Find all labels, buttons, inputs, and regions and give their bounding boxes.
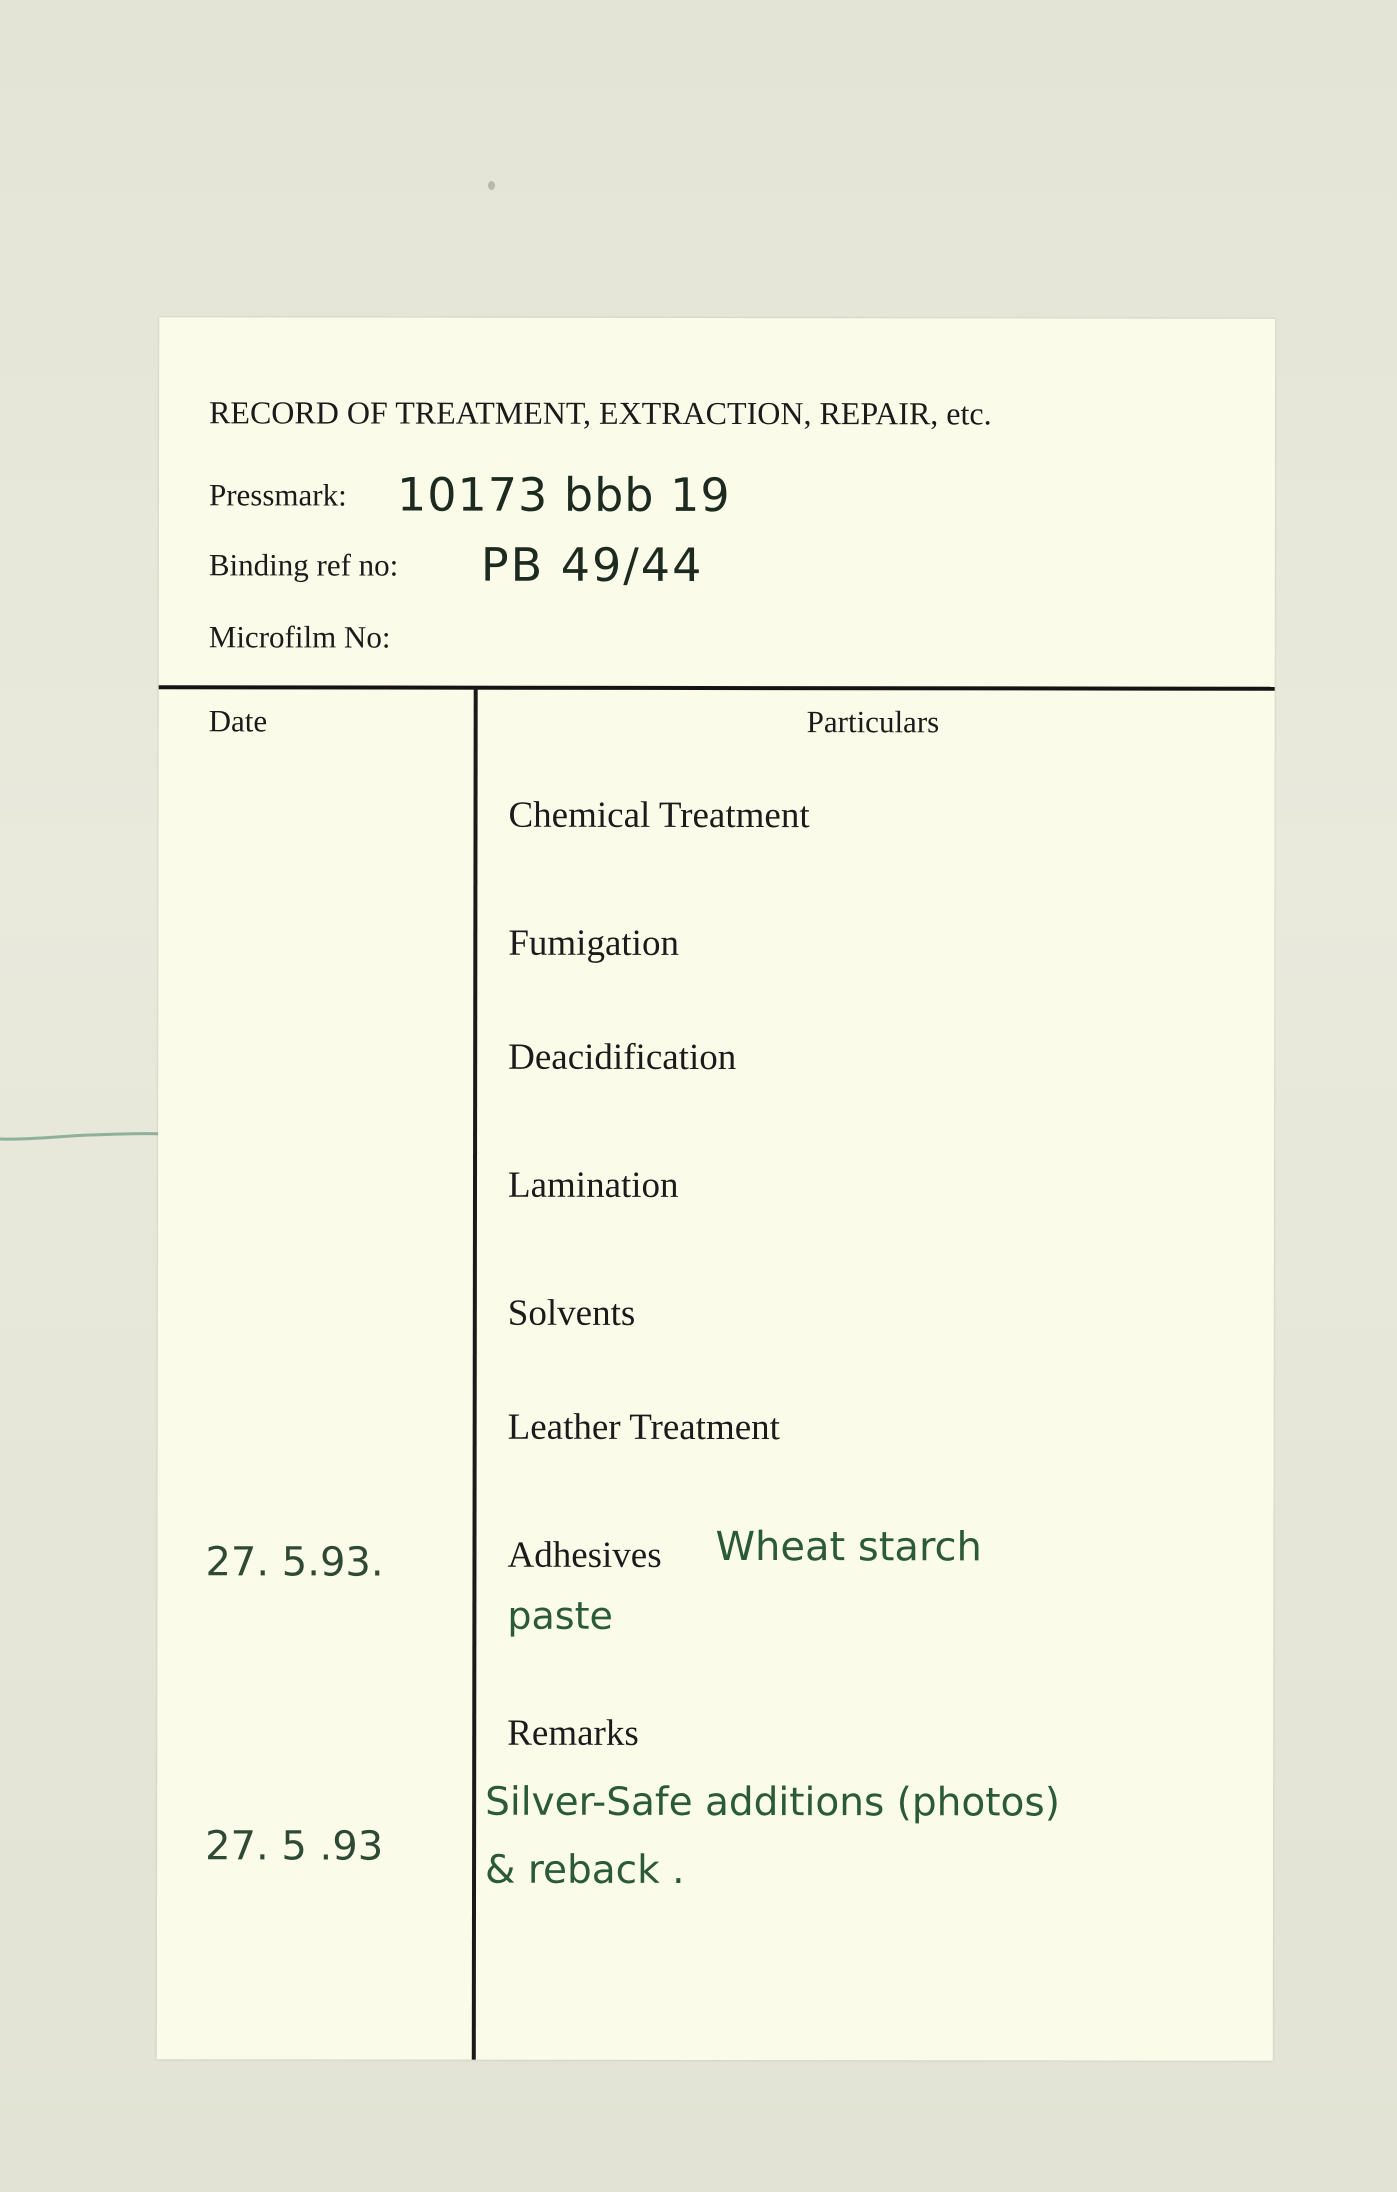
pressmark-label: Pressmark: [208, 477, 347, 513]
card-title: RECORD OF TREATMENT, EXTRACTION, REPAIR, etc. [209, 394, 992, 432]
microfilm-label: Microfilm No: [208, 619, 391, 655]
item-leather-treatment: Leather Treatment [507, 1406, 780, 1449]
item-adhesives: Adhesives [507, 1534, 662, 1576]
item-deacidification: Deacidification [508, 1036, 737, 1079]
item-chemical-treatment: Chemical Treatment [508, 794, 810, 837]
item-lamination: Lamination [507, 1164, 679, 1206]
binding-ref-value: PB 49/44 [480, 537, 704, 592]
column-divider [472, 688, 478, 2060]
remarks-note-line1: Silver-Safe additions (photos) [485, 1779, 1060, 1826]
background-dot [488, 181, 495, 190]
edge-ink-mark [0, 1130, 165, 1144]
microfilm-field [209, 619, 391, 655]
particulars-column-header: Particulars [806, 704, 940, 740]
header-divider [159, 685, 1275, 691]
item-fumigation: Fumigation [508, 922, 679, 964]
remarks-date: 27. 5 .93 [205, 1823, 384, 1870]
adhesives-note-line1: Wheat starch [715, 1523, 982, 1571]
binding-ref-field [209, 547, 398, 583]
item-remarks: Remarks [507, 1712, 639, 1754]
treatment-record-card [157, 317, 1275, 2061]
pressmark-field [209, 477, 347, 513]
item-solvents: Solvents [507, 1292, 636, 1334]
pressmark-value: 10173 bbb 19 [396, 467, 731, 523]
date-column-header: Date [208, 703, 268, 739]
adhesives-date: 27. 5.93. [205, 1539, 384, 1586]
adhesives-note-line2: paste [507, 1593, 613, 1638]
remarks-note-line2: & reback . [485, 1847, 685, 1893]
binding-ref-label: Binding ref no: [208, 547, 399, 583]
